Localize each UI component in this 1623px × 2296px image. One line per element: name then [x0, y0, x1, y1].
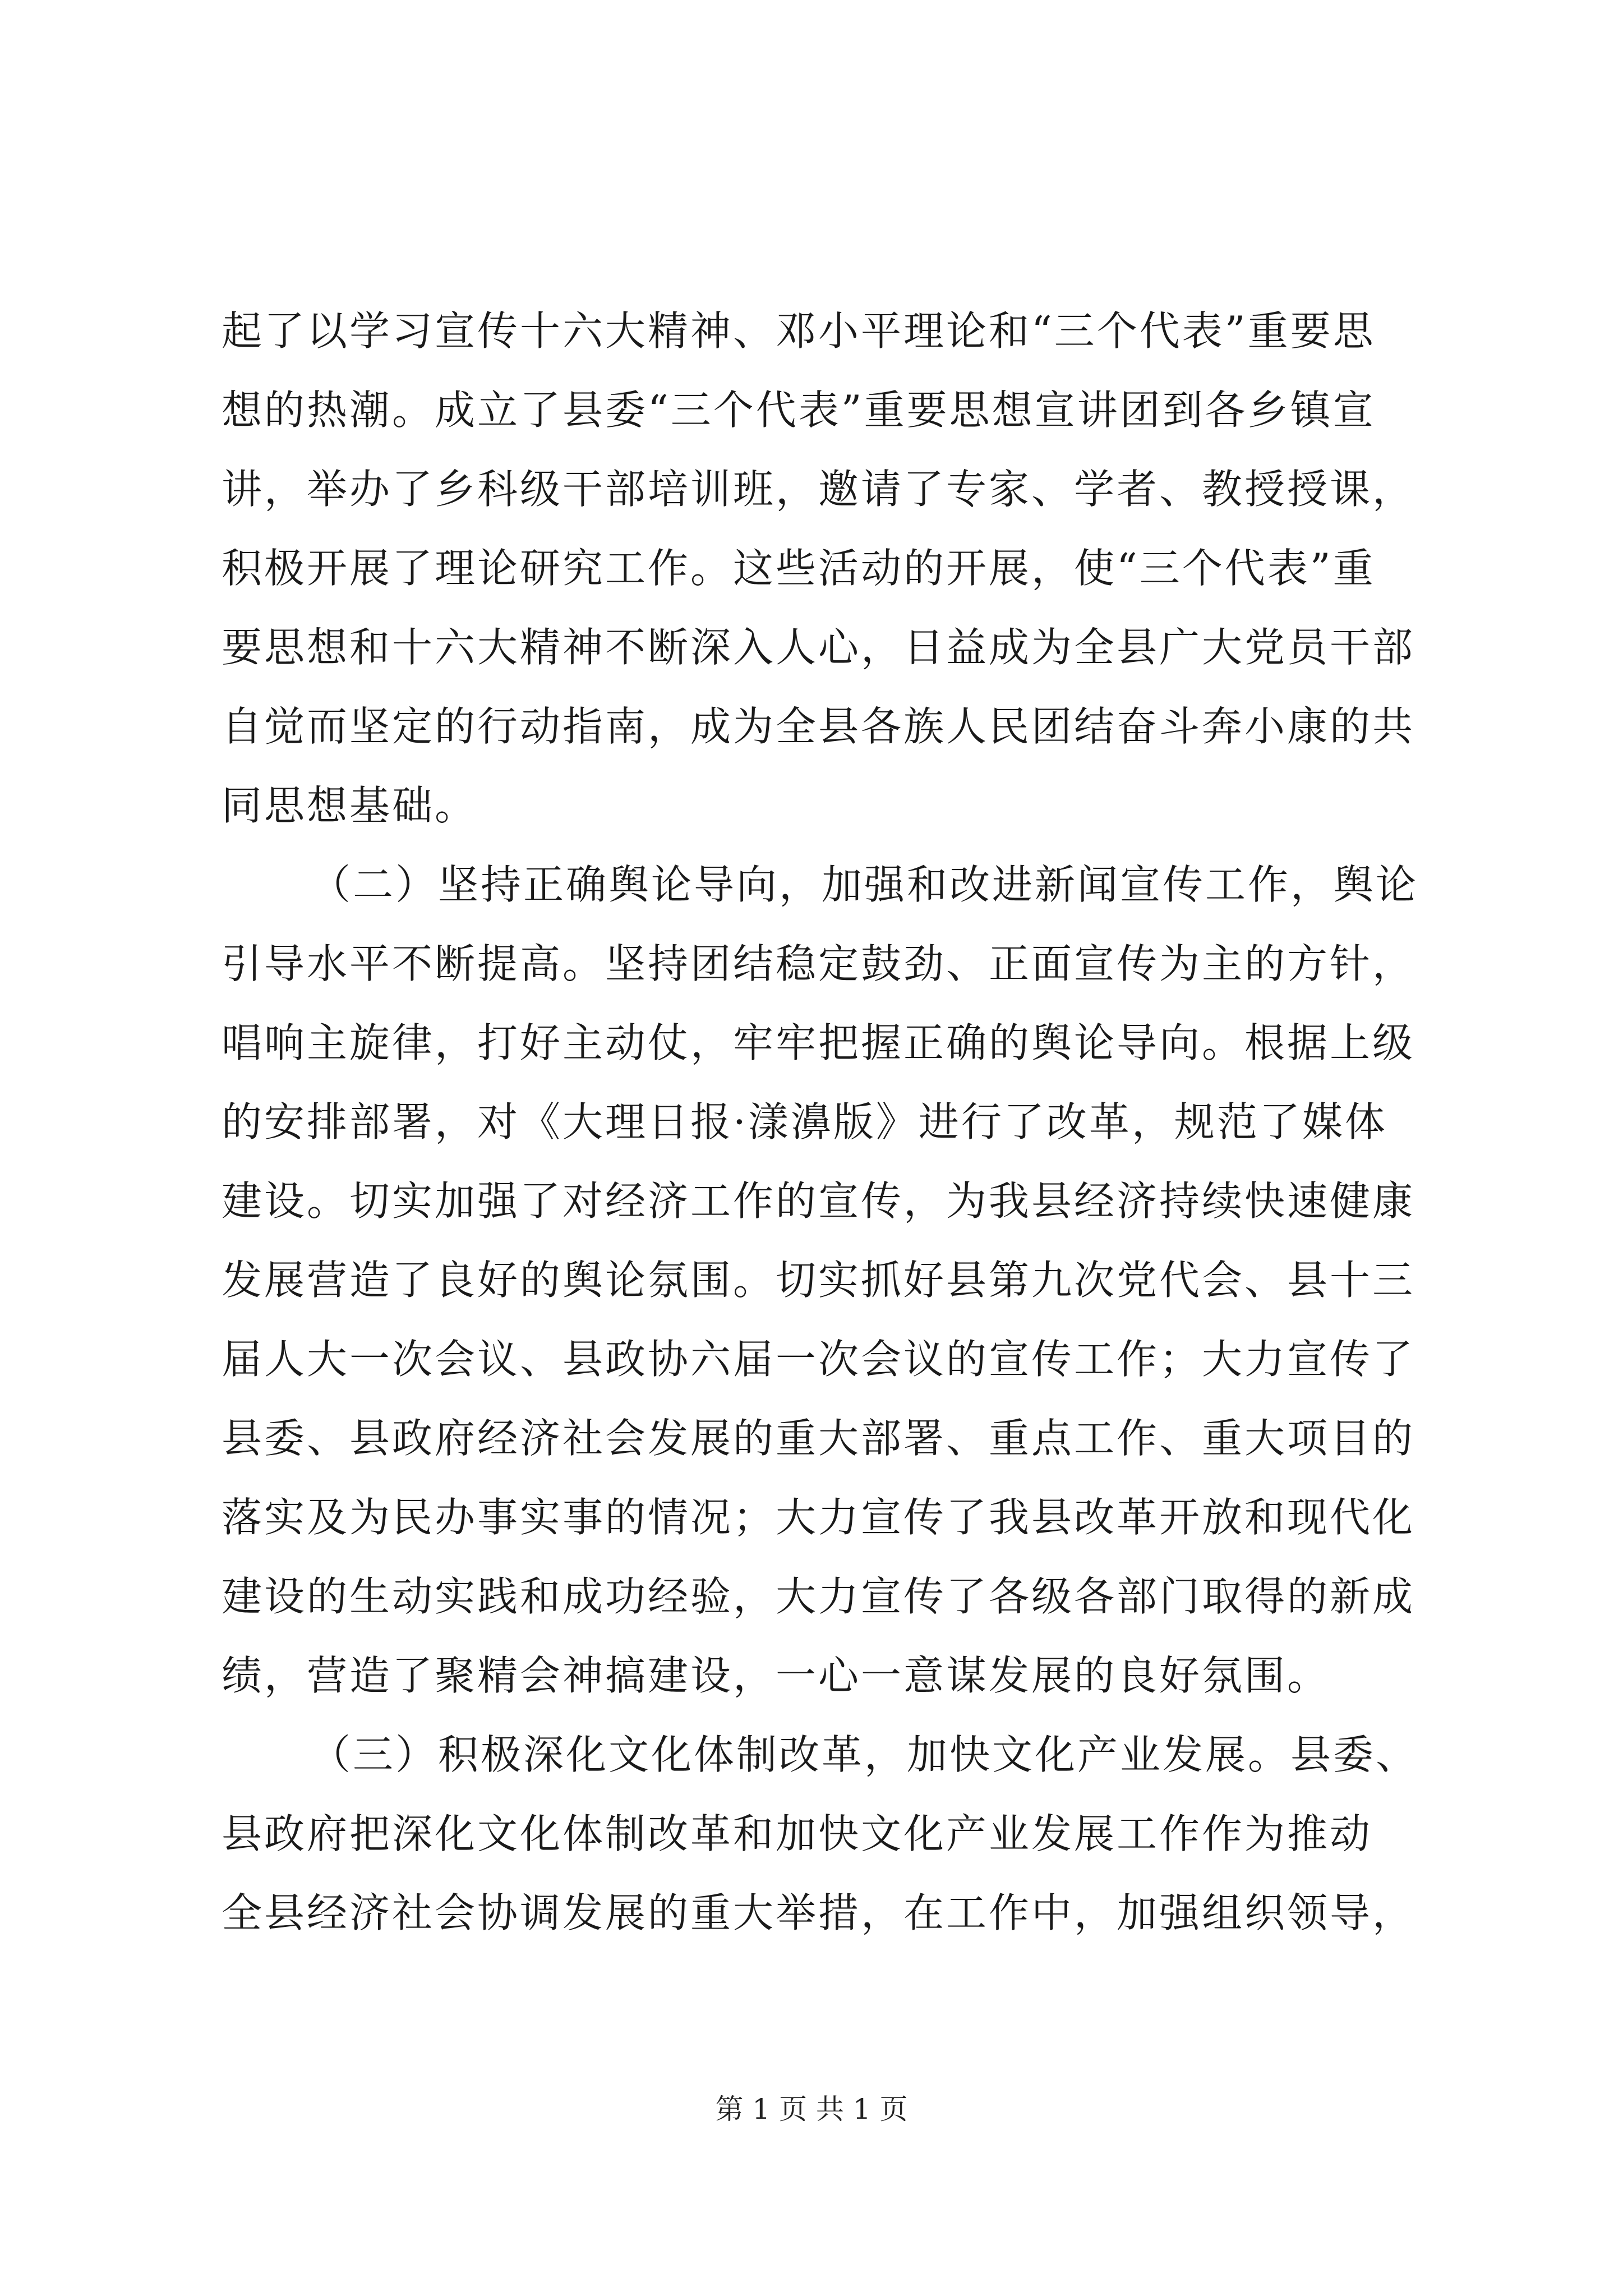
text-line: 绩，营造了聚精会神搞建设，一心一意谋发展的良好氛围。 [222, 1652, 1330, 1699]
page-number-footer: 第 1 页 共 1 页 [715, 2093, 908, 2125]
text-line: 自觉而坚定的行动指南，成为全县各族人民团结奋斗奔小康的共 [222, 703, 1415, 750]
text-line: 同思想基础。 [222, 782, 478, 829]
text-line: 积极开展了理论研究工作。这些活动的开展，使“三个代表”重 [222, 545, 1376, 592]
text-line: 发展营造了良好的舆论氛围。切实抓好县第九次党代会、县十三 [222, 1257, 1415, 1304]
text-line: 全县经济社会协调发展的重大举措，在工作中，加强组织领导， [222, 1889, 1415, 1936]
paragraph-heading-line: （三）积极深化文化体制改革，加快文化产业发展。县委、 [310, 1731, 1419, 1778]
text-line: 届人大一次会议、县政协六届一次会议的宣传工作；大力宣传了 [222, 1336, 1415, 1383]
document-body [222, 292, 1419, 1953]
paragraph-heading-line: （二）坚持正确舆论导向，加强和改进新闻宣传工作，舆论 [310, 861, 1419, 908]
text-line: 落实及为民办事实事的情况；大力宣传了我县改革开放和现代化 [222, 1494, 1415, 1541]
text-line: 要思想和十六大精神不断深入人心，日益成为全县广大党员干部 [222, 624, 1415, 671]
text-line: 建设。切实加强了对经济工作的宣传，为我县经济持续快速健康 [222, 1177, 1415, 1225]
text-line: 唱响主旋律，打好主动仗，牢牢把握正确的舆论导向。根据上级 [222, 1019, 1415, 1066]
text-line: 讲，举办了乡科级干部培训班，邀请了专家、学者、教授授课， [222, 466, 1415, 513]
text-line: 县政府把深化文化体制改革和加快文化产业发展工作作为推动 [222, 1810, 1373, 1857]
text-line: 起了以学习宣传十六大精神、邓小平理论和“三个代表”重要思 [222, 307, 1376, 355]
text-line: 建设的生动实践和成功经验，大力宣传了各级各部门取得的新成 [222, 1573, 1415, 1620]
text-line: 想的热潮。成立了县委“三个代表”重要思想宣讲团到各乡镇宣 [222, 386, 1376, 434]
text-line: 引导水平不断提高。坚持团结稳定鼓劲、正面宣传为主的方针， [222, 940, 1415, 987]
text-line: 县委、县政府经济社会发展的重大部署、重点工作、重大项目的 [222, 1415, 1415, 1462]
text-line: 的安排部署，对《大理日报·漾濞版》进行了改革，规范了媒体 [222, 1098, 1387, 1145]
